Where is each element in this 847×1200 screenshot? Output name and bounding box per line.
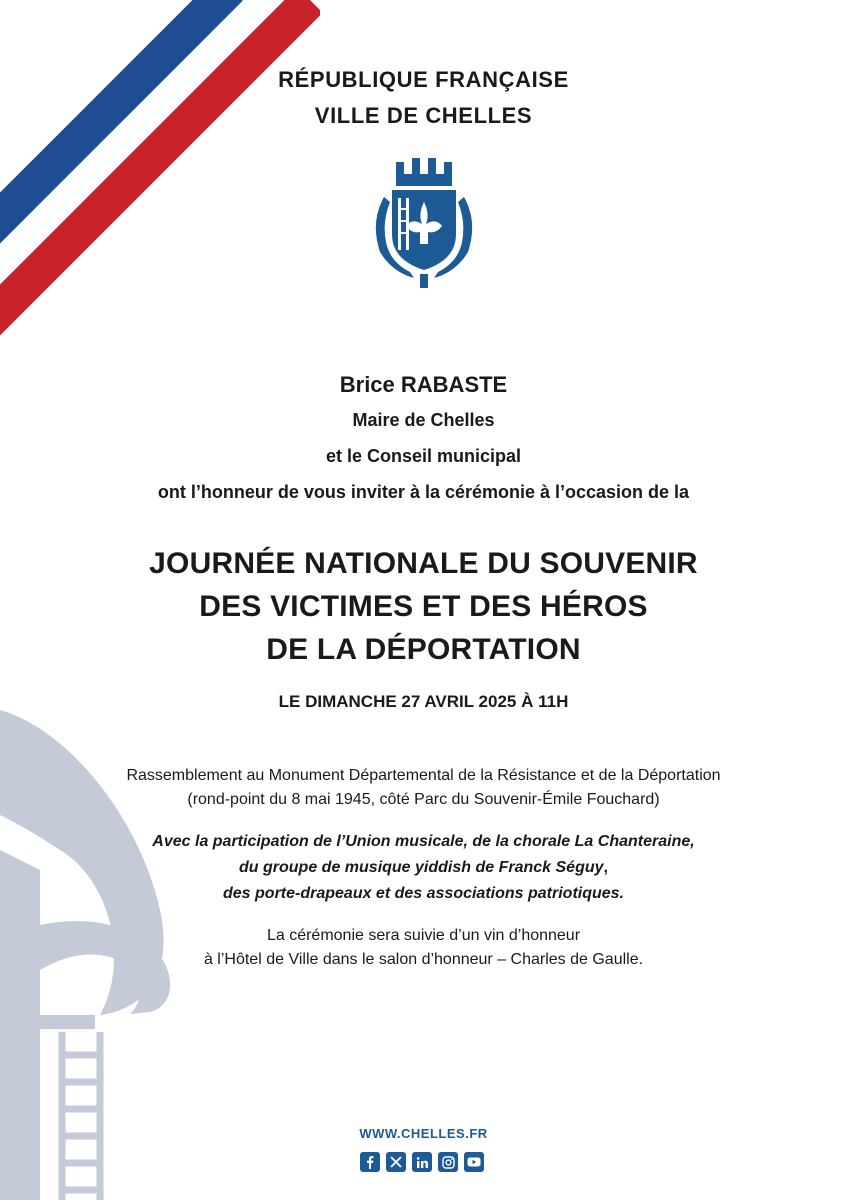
reception-line-2: à l’Hôtel de Ville dans le salon d’honneur – Charles de Gaulle. bbox=[203, 951, 644, 968]
event-title-line-2: DES VICTIMES ET DES HÉROS bbox=[199, 590, 648, 623]
reception-line-1: La cérémonie sera suivie d’un vin d’honneur bbox=[266, 927, 581, 944]
gathering-line-1: Rassemblement au Monument Départemental de la Résistance et de la Déportation bbox=[126, 767, 721, 784]
participation-line-3: des porte-drapeaux et des associations patriotiques. bbox=[223, 885, 624, 902]
republic-label: RÉPUBLIQUE FRANÇAISE bbox=[278, 67, 569, 92]
reception-block bbox=[0, 924, 847, 972]
participation-line-2-comma: , bbox=[603, 859, 608, 876]
social-links bbox=[360, 1152, 484, 1172]
participation-block bbox=[0, 829, 847, 907]
event-title-line-1: JOURNÉE NATIONALE DU SOUVENIR bbox=[149, 547, 698, 580]
invitation-block bbox=[0, 368, 847, 510]
participation-line-2 bbox=[0, 855, 847, 881]
participation-line-2-text: du groupe de musique yiddish de Franck Séguy bbox=[239, 859, 604, 876]
city-label: VILLE DE CHELLES bbox=[314, 103, 533, 128]
tricolor-stripes bbox=[0, 0, 320, 340]
invitation-text: ont l’honneur de vous inviter à la cérémonie à l’occasion de la bbox=[157, 482, 690, 502]
website-link[interactable]: WWW.CHELLES.FR bbox=[359, 1126, 488, 1141]
gathering-details bbox=[0, 764, 847, 812]
facebook-icon[interactable] bbox=[360, 1152, 380, 1172]
city-coat-of-arms bbox=[364, 152, 484, 292]
youtube-icon[interactable] bbox=[464, 1152, 484, 1172]
x-icon[interactable] bbox=[386, 1152, 406, 1172]
mayor-name: Brice RABASTE bbox=[339, 372, 508, 397]
header bbox=[0, 62, 847, 134]
event-title bbox=[0, 542, 847, 671]
event-date: LE DIMANCHE 27 AVRIL 2025 À 11H bbox=[278, 692, 569, 711]
gathering-line-2: (rond-point du 8 mai 1945, côté Parc du Souvenir-Émile Fouchard) bbox=[187, 791, 660, 808]
mayor-role: Maire de Chelles bbox=[352, 410, 495, 430]
instagram-icon[interactable] bbox=[438, 1152, 458, 1172]
linkedin-icon[interactable] bbox=[412, 1152, 432, 1172]
council-line: et le Conseil municipal bbox=[325, 446, 522, 466]
participation-line-1: Avec la participation de l’Union musicale, de la chorale La Chanteraine, bbox=[152, 833, 695, 850]
event-title-line-3: DE LA DÉPORTATION bbox=[266, 633, 581, 666]
